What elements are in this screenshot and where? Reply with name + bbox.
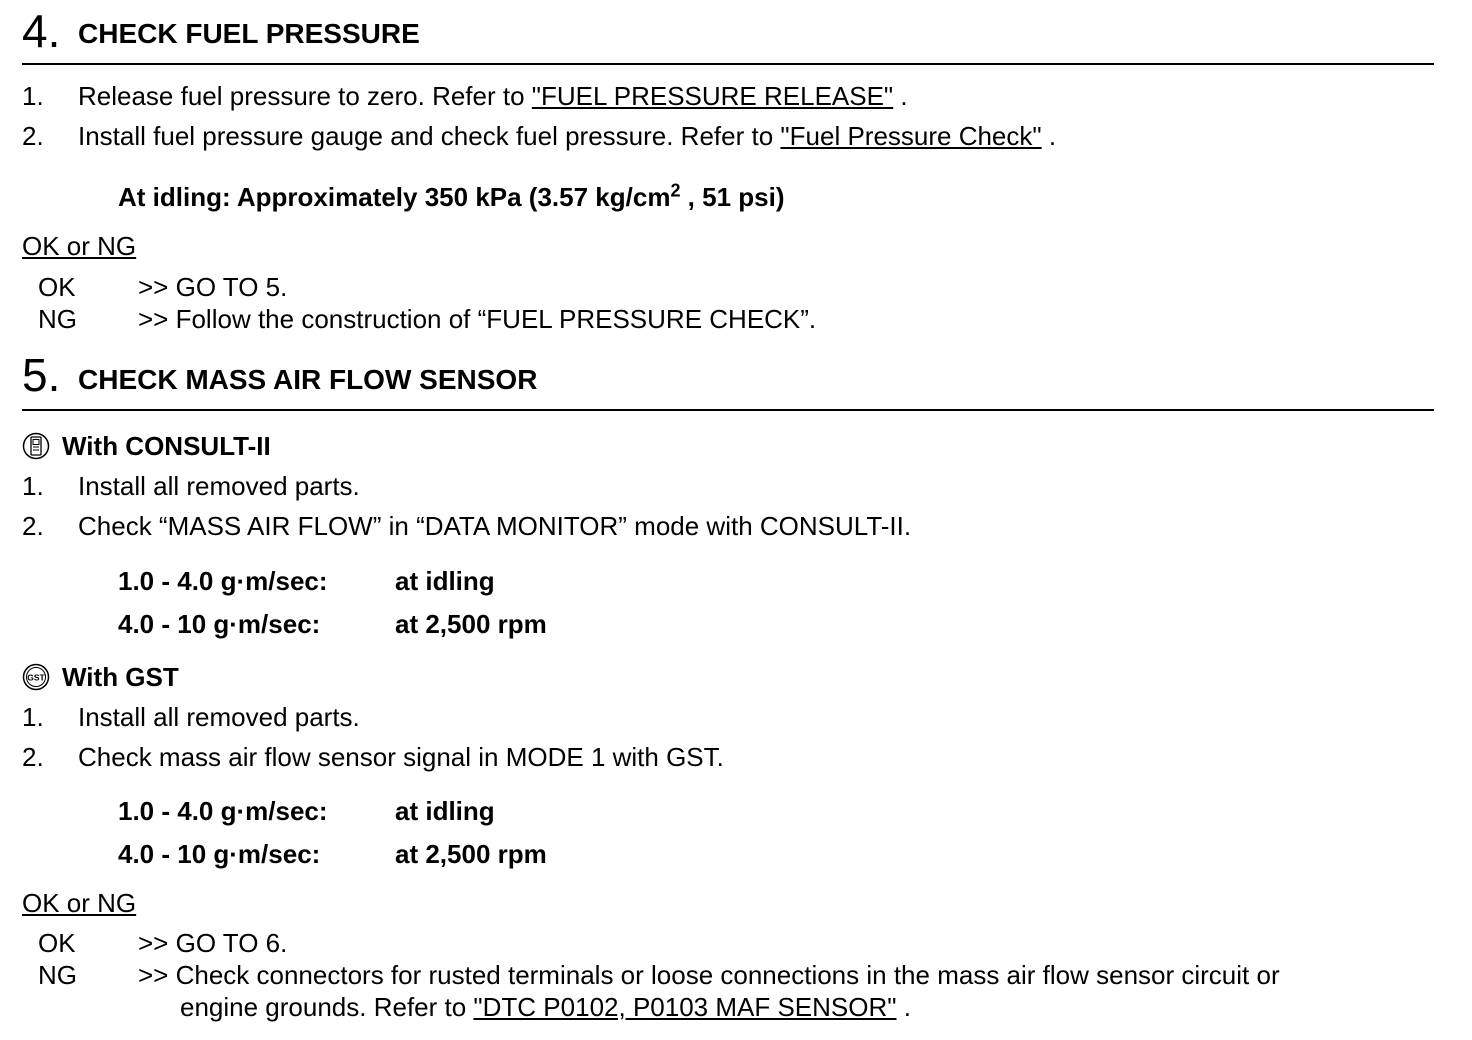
step-5-ng-after: .: [896, 992, 911, 1022]
step-5-ng-text-line-1: >> Check connectors for rusted terminals or loose connections in the mass air flow sensor circuit or: [138, 960, 1280, 990]
fuel-pressure-release-link[interactable]: "FUEL PRESSURE RELEASE": [531, 81, 894, 111]
consult-item-2-text: Check “MASS AIR FLOW” in “DATA MONITOR” mode with CONSULT-II.: [78, 511, 912, 541]
step-4-spec: [118, 182, 785, 212]
step-4-ok-label: OK: [38, 272, 76, 302]
gst-heading: With GST: [62, 662, 179, 692]
gst-spec-1-condition: at idling: [395, 796, 495, 826]
step-4-item-1-number: 1.: [22, 81, 44, 111]
step-4-item-2-after: .: [1041, 121, 1057, 151]
step-5-ng-text-line-2-pre: engine grounds. Refer to: [180, 992, 474, 1022]
step-5-ok-text: >> GO TO 6.: [138, 928, 288, 958]
consult-spec-1-condition: at idling: [395, 566, 495, 596]
consult-item-1-text: Install all removed parts.: [78, 471, 360, 501]
gst-spec-1-value: 1.0 - 4.0 g·m/sec:: [118, 796, 328, 826]
consult-heading: With CONSULT-II: [62, 431, 271, 461]
step-5-ng-label: NG: [38, 960, 77, 990]
consult-spec-1-value: 1.0 - 4.0 g·m/sec:: [118, 566, 328, 596]
gst-item-2-number: 2.: [22, 742, 44, 772]
step-4-item-1-text: Release fuel pressure to zero. Refer to: [78, 81, 532, 111]
gst-item-2-text: Check mass air flow sensor signal in MODE 1 with GST.: [78, 742, 724, 772]
step-5-ng-text-line-2: [180, 992, 911, 1022]
step-5-title: CHECK MASS AIR FLOW SENSOR: [78, 364, 538, 395]
step-4-ng-label: NG: [38, 304, 77, 334]
step-4-item-2: [78, 121, 1056, 151]
step-4-item-2-number: 2.: [22, 121, 44, 151]
step-5-divider: [22, 409, 1434, 411]
step-4-spec-post: , 51 psi): [680, 182, 785, 212]
step-4-item-2-text: Install fuel pressure gauge and check fuel pressure. Refer to: [78, 121, 781, 151]
step-4-ng-text: >> Follow the construction of “FUEL PRESSURE CHECK”.: [138, 304, 817, 334]
gst-item-1-text: Install all removed parts.: [78, 702, 360, 732]
consult-spec-2-value: 4.0 - 10 g·m/sec:: [118, 609, 321, 639]
step-4-divider: [22, 63, 1434, 65]
step-5-ok-label: OK: [38, 928, 76, 958]
step-4-title: CHECK FUEL PRESSURE: [78, 18, 420, 49]
step-4-ok-ng-label: OK or NG: [22, 231, 137, 261]
step-4-ok-text: >> GO TO 5.: [138, 272, 288, 302]
dtc-maf-sensor-link[interactable]: "DTC P0102, P0103 MAF SENSOR": [473, 992, 897, 1022]
gst-icon: [22, 663, 50, 691]
gst-icon-text: GST: [27, 672, 45, 683]
step-4-item-1: [78, 81, 908, 111]
gst-spec-2-value: 4.0 - 10 g·m/sec:: [118, 839, 321, 869]
step-5-number: 5.: [22, 349, 61, 401]
step-4-number: 4.: [22, 5, 61, 57]
consult-icon: [22, 432, 50, 460]
step-4-spec-pre: At idling: Approximately 350 kPa (3.57 kg/cm: [118, 182, 671, 212]
gst-spec-2-condition: at 2,500 rpm: [395, 839, 547, 869]
step-4-spec-sup: 2: [670, 180, 681, 201]
consult-item-1-number: 1.: [22, 471, 44, 501]
consult-spec-2-condition: at 2,500 rpm: [395, 609, 547, 639]
fuel-pressure-check-link[interactable]: "Fuel Pressure Check": [780, 121, 1042, 151]
gst-item-1-number: 1.: [22, 702, 44, 732]
step-5-ok-ng-label: OK or NG: [22, 888, 137, 918]
consult-item-2-number: 2.: [22, 511, 44, 541]
step-4-item-1-after: .: [893, 81, 908, 111]
